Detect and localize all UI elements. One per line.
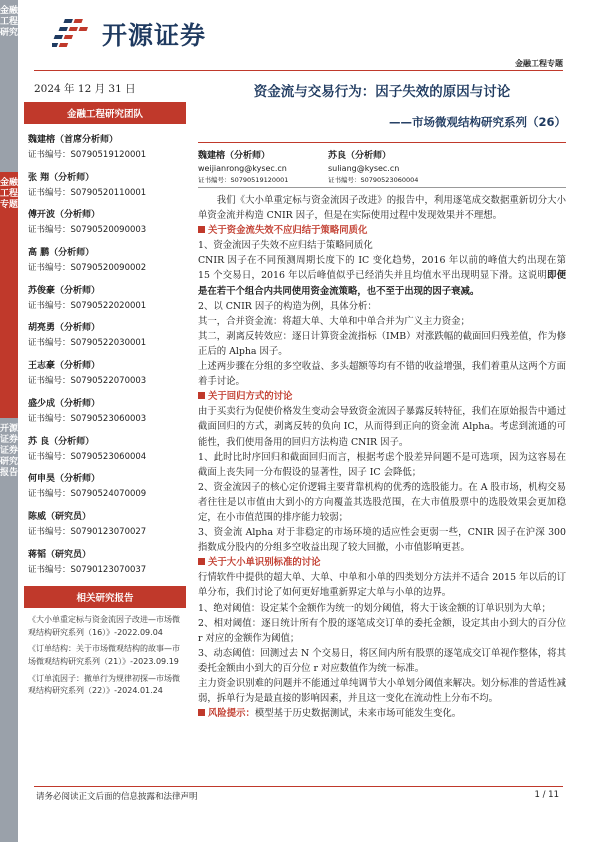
paragraph: 其一，合并资金流：将超大单、大单和中单合并为广义主力资金； bbox=[198, 315, 470, 327]
paragraph: 主力资金识别难的问题并不能通过单纯调节大小单划分阈值来解决。划分标准的普适性减弱，拆单行为是最直接的影响因素，并且这一变化在流动性上分布不均。 bbox=[198, 678, 566, 705]
header-category-tag: 金融工程专题 bbox=[515, 59, 563, 68]
paragraph: 行情软件中提供的超大单、大单、中单和小单的四类划分方法并不适合 2015 年以后的订单分布，我们讨论了如何更好地重新界定大单与小单的边界。 bbox=[198, 572, 566, 599]
author-entry bbox=[328, 148, 458, 184]
team-banner: 金融工程研究团队 bbox=[24, 102, 186, 124]
analyst-entry bbox=[28, 434, 186, 472]
paragraph: CNIR 因子在不同预测周期长度下的 IC 变化趋势，2016 年以前的峰值大约出现在第 15 个交易日，2016 年以后峰值似乎已经消失并且均值水平出现明显下滑。这说明即便是在若干个组合内共同使用资金流策略，也不至于出现的因子衰减。 bbox=[198, 255, 566, 297]
author-email-link[interactable]: weijianrong@kysec.cn bbox=[198, 164, 287, 173]
analyst-name: 苏俊豪（分析师） bbox=[28, 285, 101, 296]
red-square-bullet-icon bbox=[198, 709, 205, 716]
section-heading: 关于大小单识别标准的讨论 bbox=[198, 555, 566, 570]
analyst-cert: 证书编号：S0790522030001 bbox=[28, 338, 147, 349]
related-reports-list bbox=[24, 614, 186, 698]
strip-label-topic: 金融工程专题 bbox=[0, 172, 18, 418]
author-cert: 证书编号：S0790519120001 bbox=[198, 176, 289, 184]
header-divider bbox=[34, 70, 563, 71]
paragraph: 由于买卖行为促使价格发生变动会导致资金流因子暴露反转特征，我们在原始报告中通过截面回归的方式，剥离反转的负向 IC，从而得到正向的资金流 Alpha。考虑到流通的可能性，我们使用备用的回归方法构造 CNIR 因子。 bbox=[198, 406, 566, 448]
author-block bbox=[198, 148, 566, 184]
report-date: 2024 年 12 月 31 日 bbox=[34, 83, 136, 95]
author-name: 苏良（分析师） bbox=[328, 151, 392, 161]
analyst-cert: 证书编号：S0790523060004 bbox=[28, 451, 147, 462]
analyst-cert: 证书编号：S0790123070027 bbox=[28, 526, 147, 537]
related-report-link[interactable]: 《大小单重定标与资金流因子改进—市场微观结构研究系列（16）》-2022.09.04 bbox=[28, 615, 180, 637]
analyst-name: 高 鹏（分析师） bbox=[28, 248, 95, 259]
analyst-list bbox=[24, 132, 186, 584]
analyst-name: 何申昊（分析师） bbox=[28, 474, 101, 485]
author-divider bbox=[198, 187, 566, 188]
red-square-bullet-icon bbox=[198, 392, 205, 399]
logo-mark-icon bbox=[52, 16, 98, 52]
intro-paragraph: 我们《大小单重定标与资金流因子改进》的报告中，利用逐笔成交数据重新切分大小单资金流并构造 CNIR 因子，但是在实际使用过程中发现效果并不理想。 bbox=[198, 195, 566, 222]
report-body bbox=[198, 193, 566, 721]
report-subtitle: ——市场微观结构研究系列（26） bbox=[388, 115, 566, 129]
page-number: 1 / 11 bbox=[534, 790, 559, 800]
related-report-link[interactable]: 《订单流因子：撤单行为规律初探—市场微观结构研究系列（22）》-2024.01.24 bbox=[28, 673, 180, 696]
paragraph: 3、动态阈值：回测过去 N 个交易日，将区间内所有股票的逐笔成交订单视作整体，将其委托金额由小到大的百分位 r 对应数值作为统一标准。 bbox=[198, 647, 566, 674]
paragraph: 2、资金流因子的核心定价逻辑主要背靠机构的优秀的选股能力。在 A 股市场，机构交易者往往是以市值由大到小的方向覆盖其选股范围，在大市值股票中的选股效果会更加稳定，在小市值范围的排序能力较弱； bbox=[198, 481, 566, 523]
analyst-entry bbox=[28, 320, 186, 358]
strip-label-brand: 开源证券 证券研究报告 bbox=[0, 418, 18, 842]
left-vertical-strip bbox=[0, 0, 18, 842]
analyst-cert: 证书编号：S0790523060003 bbox=[28, 413, 147, 424]
analyst-cert: 证书编号：S0790520090002 bbox=[28, 263, 147, 274]
analyst-cert: 证书编号：S0790522070003 bbox=[28, 376, 147, 387]
footer-disclaimer: 请务必阅读正文后面的信息披露和法律声明 bbox=[36, 792, 198, 802]
analyst-name: 傅开波（分析师） bbox=[28, 210, 101, 221]
analyst-name: 苏 良（分析师） bbox=[28, 436, 95, 447]
analyst-name: 魏建榕（首席分析师） bbox=[28, 135, 119, 145]
red-square-bullet-icon bbox=[198, 558, 205, 565]
analyst-entry bbox=[28, 283, 186, 321]
author-email-link[interactable]: suliang@kysec.cn bbox=[328, 164, 400, 173]
red-square-bullet-icon bbox=[198, 226, 205, 233]
analyst-cert: 证书编号：S0790519120001 bbox=[28, 150, 147, 160]
report-title: 资金流与交易行为：因子失效的原因与讨论 bbox=[253, 84, 511, 100]
analyst-cert: 证书编号：S0790524070009 bbox=[28, 489, 147, 500]
main-content bbox=[198, 78, 566, 721]
analyst-name: 陈威（研究员） bbox=[28, 511, 92, 522]
analyst-cert: 证书编号：S0790522020001 bbox=[28, 300, 147, 311]
left-sidebar bbox=[24, 78, 186, 702]
paragraph: 其二，剥离反转效应：逐日计算资金流指标（IMB）对涨跌幅的截面回归残差值，作为修正后的 Alpha 因子。 bbox=[198, 330, 566, 357]
analyst-entry bbox=[28, 245, 186, 283]
analyst-entry bbox=[28, 471, 186, 509]
analyst-name: 蒋韬（研究员） bbox=[28, 549, 92, 560]
author-entry bbox=[198, 148, 328, 184]
analyst-cert: 证书编号：S0790123070037 bbox=[28, 564, 147, 575]
author-cert: 证书编号：S0790523060004 bbox=[328, 176, 419, 184]
subtitle-divider bbox=[198, 142, 566, 143]
related-reports-banner: 相关研究报告 bbox=[24, 586, 186, 608]
paragraph: 1、此时比时序回归和截面回归而言，根据考虑个股差异问题不是可选项，因为这容易在截面上丧失同一分布假设的显著性，因子 IC 会降低； bbox=[198, 451, 566, 478]
analyst-cert: 证书编号：S0790520110001 bbox=[28, 187, 147, 198]
paragraph: 2、以 CNIR 因子的构造为例，具体分析： bbox=[198, 300, 377, 312]
related-report-link[interactable]: 《订单结构：关于市场微观结构的故事—市场微观结构研究系列（21）》-2023.09.19 bbox=[28, 644, 180, 667]
risk-warning: 风险提示：模型基于历史数据测试，未来市场可能发生变化。 bbox=[198, 706, 566, 721]
strip-label-research: 金融工程研究 bbox=[0, 0, 18, 172]
analyst-name: 张 翔（分析师） bbox=[28, 172, 95, 183]
analyst-entry bbox=[28, 547, 186, 585]
analyst-entry bbox=[28, 170, 186, 208]
section-heading: 关于回归方式的讨论 bbox=[198, 389, 566, 404]
analyst-entry bbox=[28, 207, 186, 245]
analyst-name: 王志豪（分析师） bbox=[28, 361, 101, 372]
company-logo bbox=[52, 16, 206, 52]
analyst-entry bbox=[28, 132, 186, 170]
paragraph: 2、相对阈值：逐日统计所有个股的逐笔成交订单的委托金额，设定其由小到大的百分位 r 对应的金额作为阈值； bbox=[198, 617, 566, 644]
author-name: 魏建榕（分析师） bbox=[198, 151, 271, 161]
logo-text: 开源证券 bbox=[102, 21, 207, 50]
paragraph: 1、资金流因子失效不应归结于策略同质化 bbox=[198, 240, 373, 252]
analyst-cert: 证书编号：S0790520090003 bbox=[28, 225, 147, 236]
section-heading: 关于资金流失效不应归结于策略同质化 bbox=[198, 223, 566, 238]
analyst-entry bbox=[28, 396, 186, 434]
paragraph: 上述两步骤在分组的多空收益、多头超额等均有不错的收益增强，我们着重从这两个方面着手讨论。 bbox=[198, 361, 566, 388]
footer-divider bbox=[34, 786, 563, 787]
paragraph: 3、资金流 Alpha 对于非稳定的市场环境的适应性会更弱一些，CNIR 因子在沪深 300 指数成分股内的分组多空收益出现了较大回撤，小市值影响更甚。 bbox=[198, 527, 566, 554]
analyst-entry bbox=[28, 509, 186, 547]
paragraph: 1、绝对阈值：设定某个金额作为统一的划分阈值，将大于该金额的订单识别为大单； bbox=[198, 602, 551, 614]
analyst-entry bbox=[28, 358, 186, 396]
analyst-name: 胡亮勇（分析师） bbox=[28, 323, 101, 334]
analyst-name: 盛少成（分析师） bbox=[28, 398, 101, 409]
